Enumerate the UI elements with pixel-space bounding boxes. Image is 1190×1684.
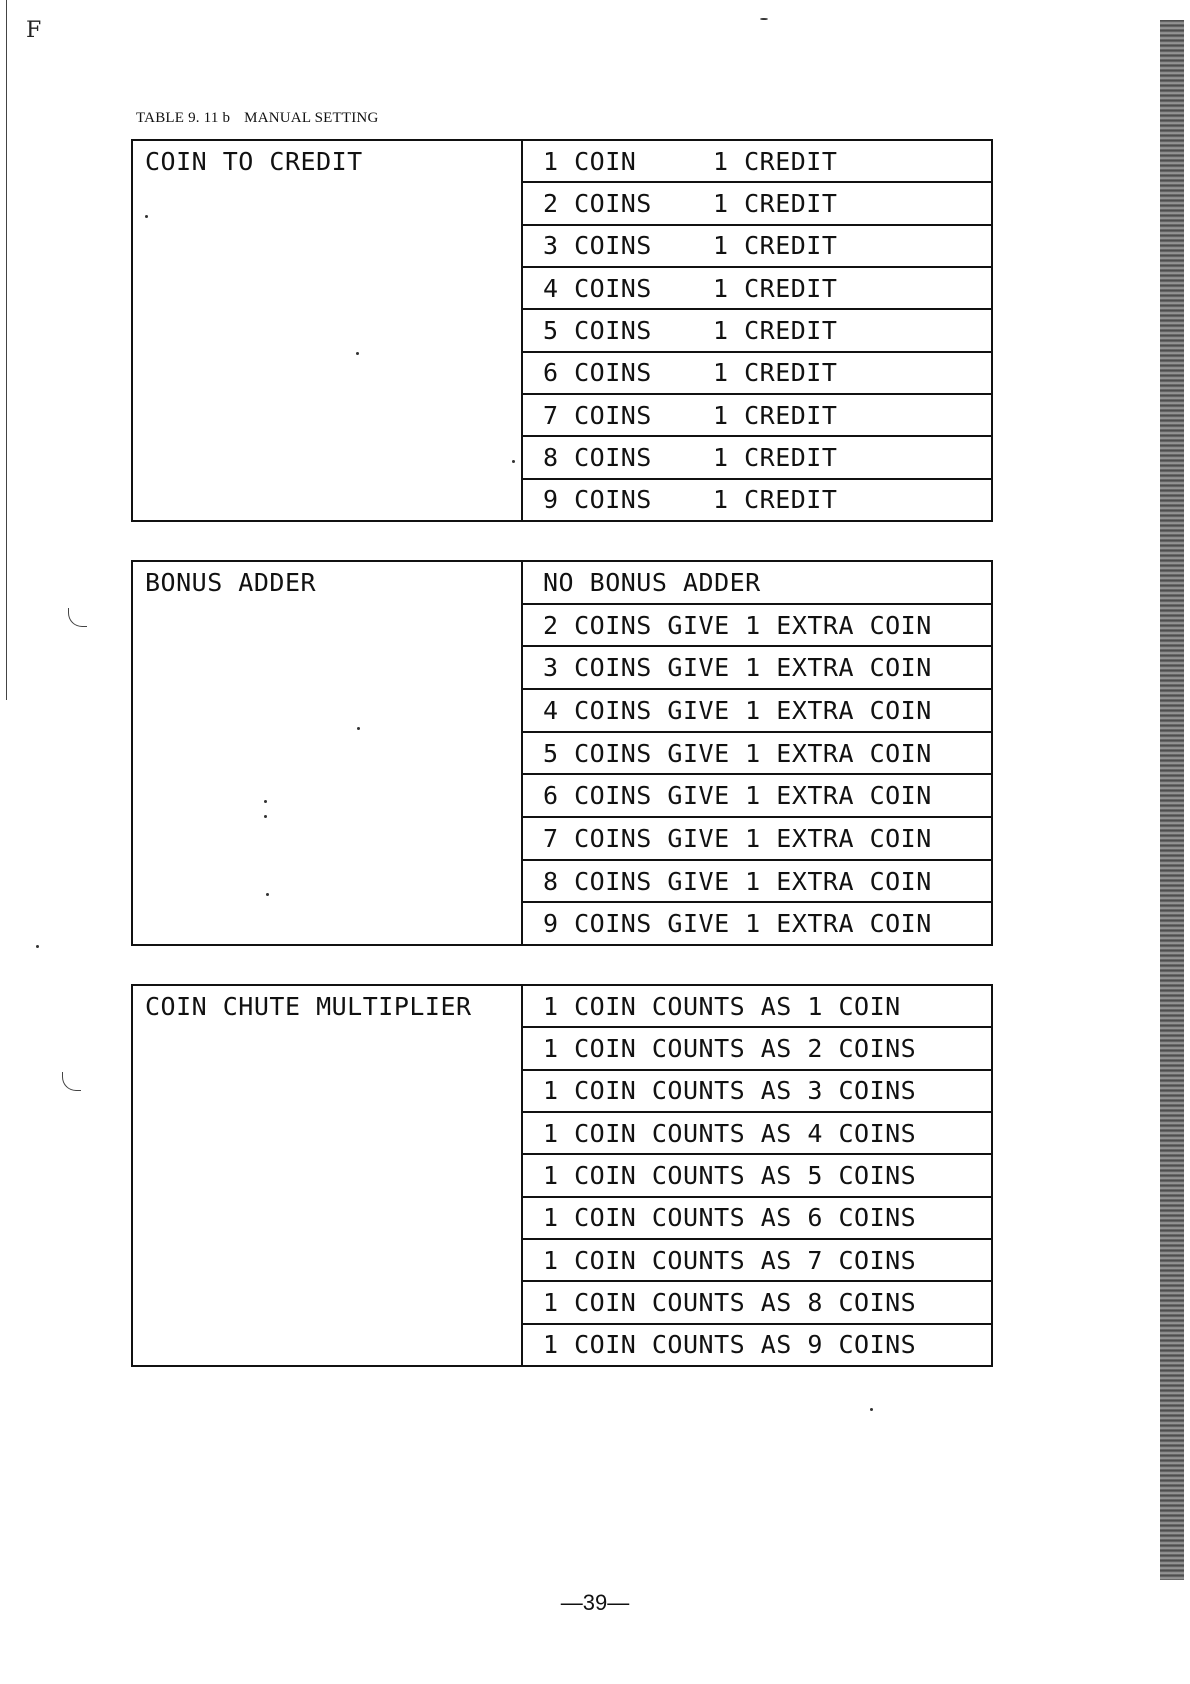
scan-speck (264, 815, 267, 818)
credit-value: 1 CREDIT (713, 188, 838, 218)
scan-speck (357, 727, 360, 730)
table-row: 2 COINS GIVE 1 EXTRA COIN (523, 605, 991, 648)
table-id: TABLE 9. 11 b (136, 110, 231, 126)
coin-to-credit-label: COIN TO CREDIT (133, 141, 523, 520)
table-row: 1 COIN COUNTS AS 7 COINS (523, 1240, 991, 1282)
coins-value: 5 COINS (543, 315, 652, 345)
coin-to-credit-table (131, 139, 993, 522)
coins-value: 6 COINS (543, 358, 652, 388)
coin-chute-multiplier-label: COIN CHUTE MULTIPLIER (133, 986, 523, 1365)
coin-chute-multiplier-options (523, 986, 991, 1365)
table-row: 1 COIN COUNTS AS 4 COINS (523, 1113, 991, 1155)
bonus-adder-label: BONUS ADDER (133, 562, 523, 944)
credit-value: 1 CREDIT (713, 358, 838, 388)
table-row: 1 COIN COUNTS AS 1 COIN (523, 986, 991, 1028)
table-row: 1 COIN COUNTS AS 2 COINS (523, 1028, 991, 1070)
table-row (523, 268, 991, 310)
credit-value: 1 CREDIT (713, 146, 838, 176)
scan-speck (512, 460, 515, 463)
credit-value: 1 CREDIT (713, 273, 838, 303)
table-row: 1 COIN COUNTS AS 5 COINS (523, 1155, 991, 1197)
coins-value: 9 COINS (543, 485, 652, 515)
table-row: 1 COIN COUNTS AS 8 COINS (523, 1282, 991, 1324)
coin-to-credit-options (523, 141, 991, 520)
table-row (523, 183, 991, 225)
page-margin-line (6, 0, 7, 700)
table-row: 6 COINS GIVE 1 EXTRA COIN (523, 775, 991, 818)
bonus-adder-table (131, 560, 993, 946)
table-row (523, 141, 991, 183)
table-row: 8 COINS GIVE 1 EXTRA COIN (523, 861, 991, 904)
scan-speck (36, 945, 39, 948)
table-row: 1 COIN COUNTS AS 3 COINS (523, 1071, 991, 1113)
scan-speck (356, 352, 359, 355)
corner-mark: F (26, 18, 42, 43)
table-row (523, 395, 991, 437)
table-row: 4 COINS GIVE 1 EXTRA COIN (523, 690, 991, 733)
table-row: 1 COIN COUNTS AS 9 COINS (543, 1330, 917, 1360)
coin-chute-multiplier-table (131, 984, 993, 1367)
coins-value: 7 COINS (543, 400, 652, 430)
scan-speck (266, 893, 269, 896)
table-row: 9 COINS GIVE 1 EXTRA COIN (543, 909, 932, 939)
coins-value: 8 COINS (543, 442, 652, 472)
credit-value: 1 CREDIT (713, 485, 838, 515)
scan-speck (145, 215, 148, 218)
credit-value: 1 CREDIT (713, 400, 838, 430)
table-row (523, 310, 991, 352)
credit-value: 1 CREDIT (713, 442, 838, 472)
scan-bracket-mark (62, 1072, 81, 1091)
coins-value: 2 COINS (543, 188, 652, 218)
table-caption (136, 110, 379, 127)
table-row: 1 COIN COUNTS AS 6 COINS (523, 1198, 991, 1240)
scan-bracket-mark (68, 608, 87, 627)
credit-value: 1 CREDIT (713, 315, 838, 345)
table-row: 3 COINS GIVE 1 EXTRA COIN (523, 647, 991, 690)
scan-speck (264, 800, 267, 803)
table-row (523, 437, 991, 479)
credit-value: 1 CREDIT (713, 231, 838, 261)
table-row: 7 COINS GIVE 1 EXTRA COIN (523, 818, 991, 861)
bonus-adder-options (523, 562, 991, 944)
coins-value: 3 COINS (543, 231, 652, 261)
scan-speck (760, 18, 768, 20)
table-title: MANUAL SETTING (244, 110, 379, 126)
table-row (523, 480, 991, 520)
table-row (523, 353, 991, 395)
coins-value: 1 COIN (543, 146, 637, 176)
coins-value: 4 COINS (543, 273, 652, 303)
table-row: 5 COINS GIVE 1 EXTRA COIN (523, 733, 991, 776)
scanned-page-edge (1160, 20, 1184, 1580)
page-number: —39— (560, 1590, 630, 1615)
scan-speck (870, 1408, 873, 1411)
table-row (523, 226, 991, 268)
table-row: NO BONUS ADDER (523, 562, 991, 605)
